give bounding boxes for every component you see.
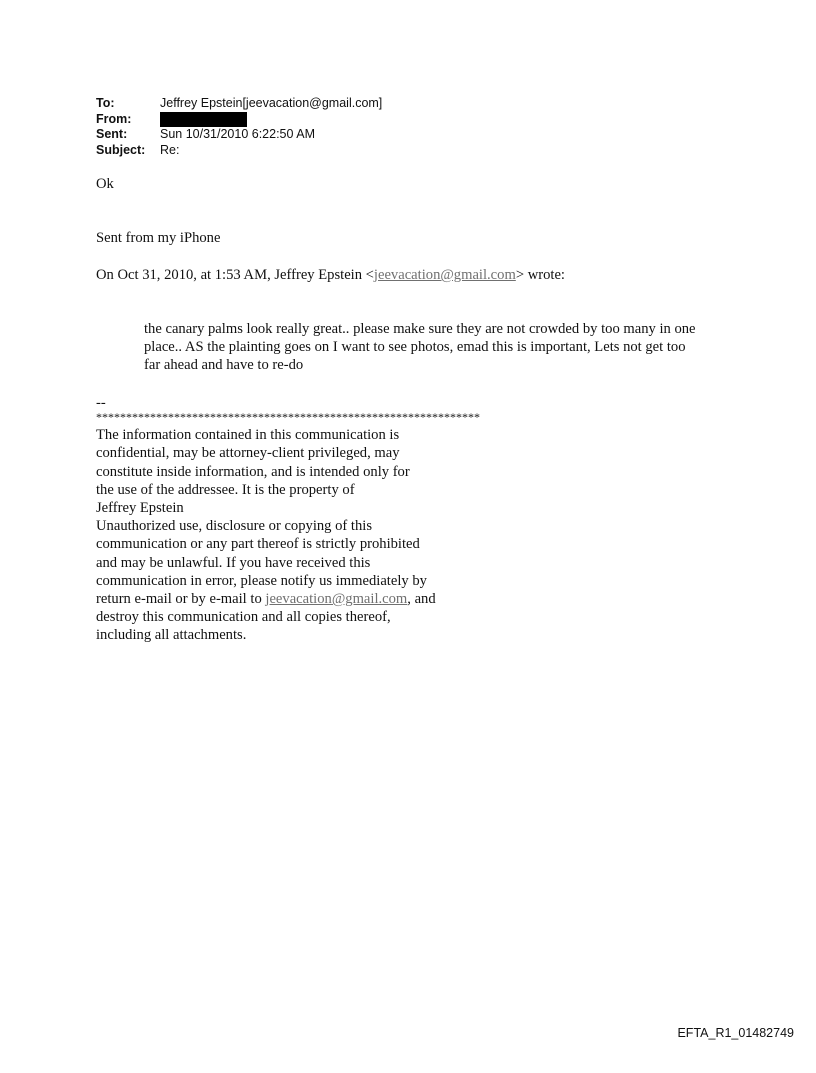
from-row <box>96 112 382 128</box>
disclaimer-line: the use of the addressee. It is the property of <box>96 481 355 498</box>
redacted-sender <box>160 112 247 127</box>
quoted-message <box>144 320 704 375</box>
quote-intro-prefix: On Oct 31, 2010, at 1:53 AM, Jeffrey Epstein < <box>96 267 374 283</box>
disclaimer-line: Unauthorized use, disclosure or copying of this <box>96 518 373 535</box>
disclaimer-line: Jeffrey Epstein <box>96 500 184 517</box>
disclaimer-line: constitute inside information, and is intended only for <box>96 463 410 480</box>
document-id: EFTA_R1_01482749 <box>677 1026 794 1040</box>
disclaimer-dashes: -- <box>96 395 106 411</box>
subject-label: Subject: <box>96 142 146 157</box>
return-suffix: , and <box>407 591 436 608</box>
disclaimer-line: communication in error, please notify us immediately by <box>96 572 427 589</box>
email-header <box>96 96 382 158</box>
disclaimer-line: and may be unlawful. If you have received this <box>96 554 371 571</box>
quote-intro-suffix: > wrote: <box>515 267 565 283</box>
return-prefix: return e-mail or by e-mail to <box>96 591 266 608</box>
sent-label: Sent: <box>96 127 128 141</box>
disclaimer-line: confidential, may be attorney-client privileged, may <box>96 445 400 462</box>
sent-value: Sun 10/31/2010 6:22:50 AM <box>160 127 315 141</box>
subject-row <box>96 143 382 159</box>
to-row <box>96 96 382 112</box>
subject-value: Re: <box>160 142 180 157</box>
to-value: Jeffrey Epstein[jeevacation@gmail.com] <box>160 96 383 110</box>
to-label: To: <box>96 96 115 110</box>
reply-text: Ok <box>96 176 114 192</box>
disclaimer-line: communication or any part thereof is strictly prohibited <box>96 536 420 553</box>
quote-intro-email-link[interactable]: jeevacation@gmail.com <box>373 267 516 283</box>
signature-text: Sent from my iPhone <box>96 230 221 246</box>
quote-intro <box>96 266 565 284</box>
disclaimer-email-link[interactable]: jeevacation@gmail.com <box>265 591 408 608</box>
disclaimer-line: including all attachments. <box>96 627 247 644</box>
from-label: From: <box>96 111 132 126</box>
disclaimer-line: The information contained in this communication is <box>96 427 400 444</box>
disclaimer-line: destroy this communication and all copies thereof, <box>96 609 391 626</box>
sent-row <box>96 127 382 143</box>
quoted-message-text: the canary palms look really great.. please make sure they are not crowded by too many in one place.. AS the plainting goes on I want to see photos, emad this is important, Lets not get too far ahead and have to re-do <box>144 321 696 374</box>
disclaimer-return-line <box>96 590 480 608</box>
disclaimer-stars: **************************************************************** <box>96 410 480 425</box>
confidentiality-disclaimer <box>96 394 480 645</box>
